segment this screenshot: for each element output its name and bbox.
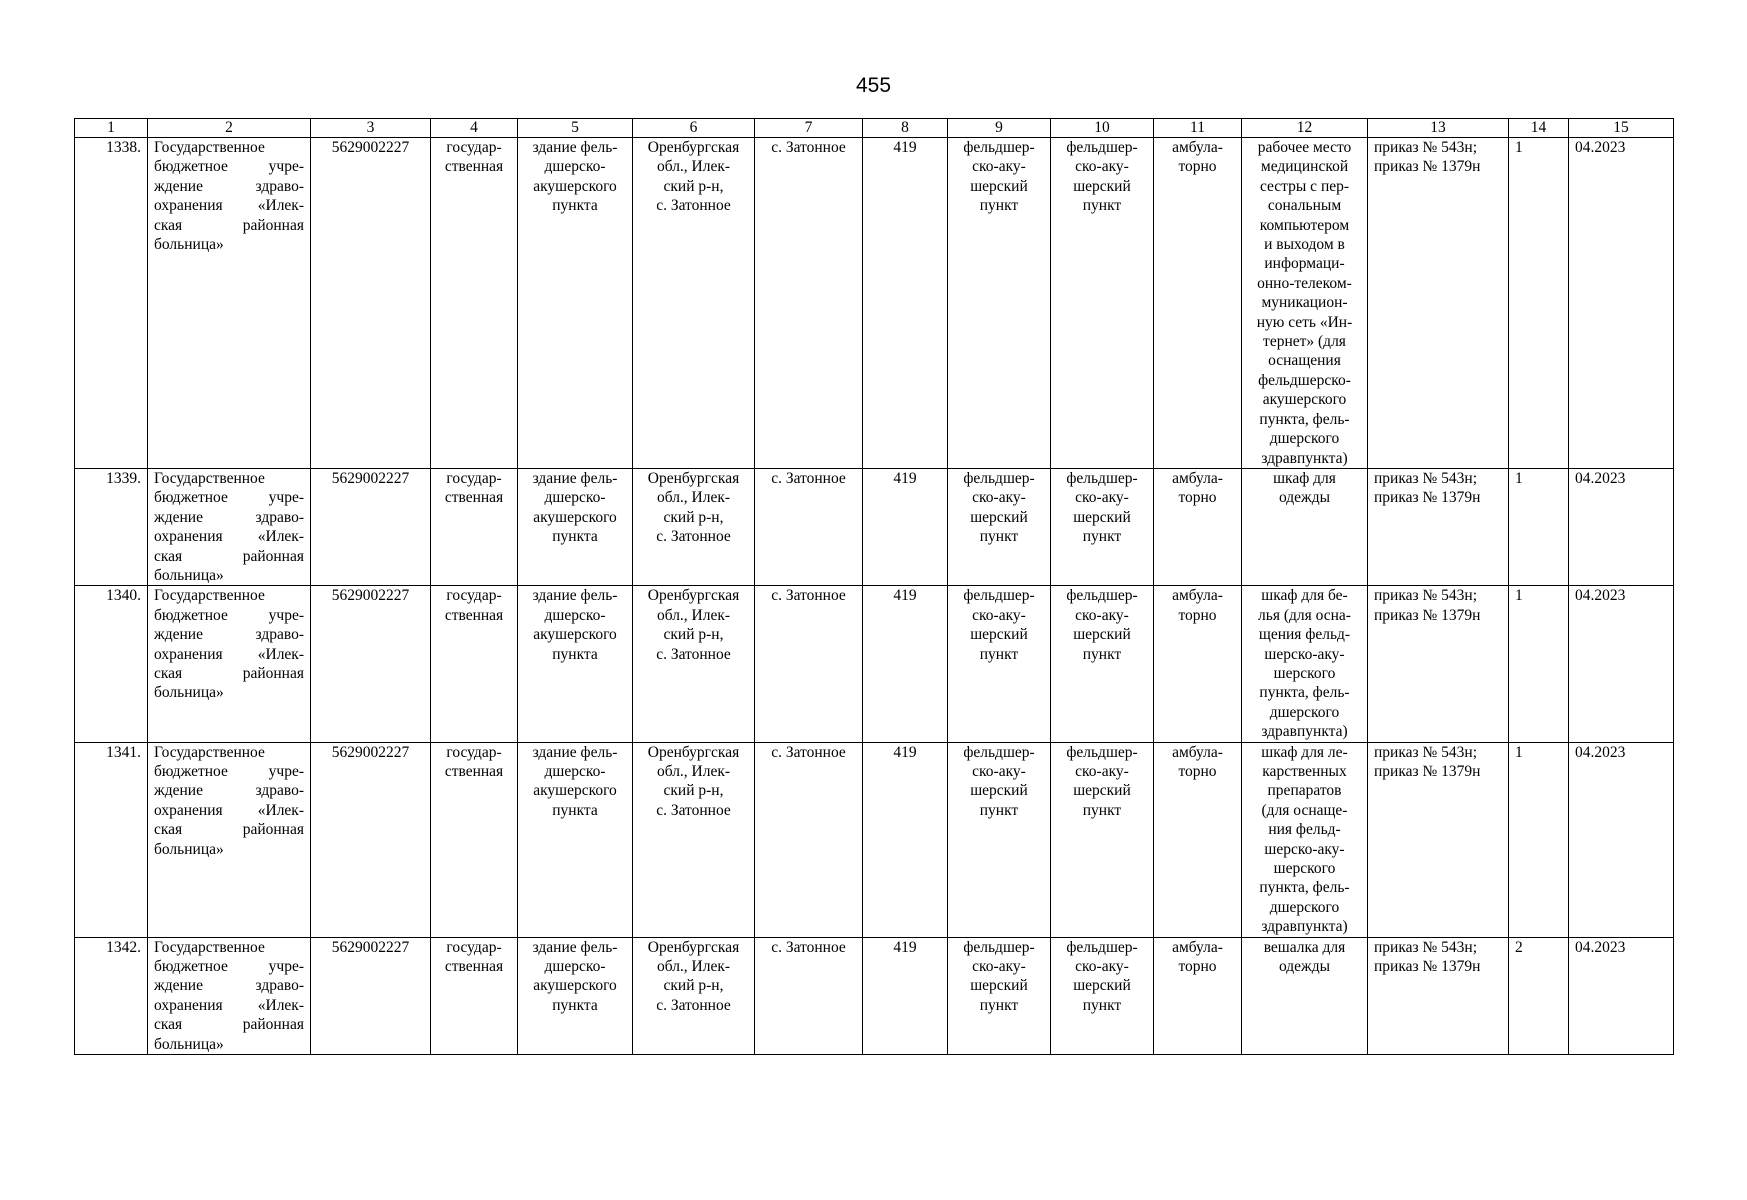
cell-line: приказ № 543н; (1374, 743, 1478, 761)
cell-line: лья (для осна- (1258, 606, 1351, 624)
cell-line: ственная (444, 489, 504, 507)
cell-line: пункт (979, 528, 1019, 546)
header-row (75, 119, 1674, 138)
cell-organization (148, 586, 311, 742)
cell-building (518, 937, 633, 1054)
cell-line: пункта (552, 197, 598, 215)
cell-line: оснащения (1268, 352, 1341, 370)
cell-line: пункта, фель- (1259, 684, 1350, 702)
cell-line: фельдшер- (1066, 743, 1138, 761)
cell-line: здравпункта) (1261, 449, 1348, 467)
cell-line: приказ № 543н; (1374, 938, 1478, 956)
cell-line: пункт (1082, 801, 1122, 819)
column-header: 12 (1242, 119, 1368, 138)
cell-line: с. Затонное (656, 801, 731, 819)
cell-order (1368, 586, 1509, 742)
cell-line: одежды (1278, 489, 1331, 507)
cell-quantity: 1 (1509, 468, 1569, 585)
cell-line: ско-аку- (972, 489, 1026, 507)
cell-inn: 5629002227 (311, 586, 431, 742)
cell-line: обл., Илек- (656, 489, 731, 507)
cell-population: 419 (863, 586, 948, 742)
cell-equipment (1242, 937, 1368, 1054)
cell-line: Оренбургская (647, 587, 740, 605)
cell-line: сональным (1267, 197, 1342, 215)
cell-line: сестры с пер- (1259, 177, 1350, 195)
cell-line: амбула- (1172, 587, 1223, 605)
cell-line: акушерского (533, 782, 617, 800)
cell-organization (148, 937, 311, 1054)
cell-order (1368, 138, 1509, 469)
cell-unit-type (948, 138, 1051, 469)
column-header: 10 (1051, 119, 1154, 138)
cell-line: медицинской (1260, 158, 1349, 176)
table-row (75, 742, 1674, 937)
cell-date: 04.2023 (1569, 742, 1674, 937)
cell-line: шерский (970, 977, 1028, 995)
table-body (75, 119, 1674, 1055)
cell-population: 419 (863, 138, 948, 469)
cell-unit-name (1051, 468, 1154, 585)
cell-line: приказ № 1379н (1374, 763, 1481, 780)
cell-line: пункта (552, 801, 598, 819)
cell-line: ственная (444, 606, 504, 624)
cell-line: здание фель- (532, 469, 618, 487)
cell-line: ская районная (154, 1016, 304, 1034)
cell-unit-type (948, 468, 1051, 585)
cell-building (518, 586, 633, 742)
cell-line: ждение здраво- (154, 977, 304, 995)
cell-population: 419 (863, 937, 948, 1054)
cell-line: охранения «Илек- (154, 996, 304, 1014)
cell-line: ская районная (154, 216, 304, 234)
cell-line: бюджетное учре- (154, 763, 304, 780)
cell-line: приказ № 1379н (1374, 606, 1481, 624)
cell-line: с. Затонное (656, 528, 731, 546)
cell-ownership (431, 468, 518, 585)
cell-unit-name (1051, 586, 1154, 742)
cell-line: дшерско- (544, 958, 606, 976)
cell-line: охранения «Илек- (154, 645, 304, 663)
cell-line: с. Затонное (656, 996, 731, 1014)
cell-line: акушерского (533, 626, 617, 644)
cell-line: ско-аку- (972, 158, 1026, 176)
cell-line: пункт (1082, 645, 1122, 663)
table-row (75, 468, 1674, 585)
cell-line: шерский (1073, 626, 1131, 644)
cell-line: дшерско- (544, 763, 606, 780)
cell-care-form (1154, 138, 1242, 469)
cell-line: акушерского (1262, 391, 1347, 409)
cell-equipment (1242, 138, 1368, 469)
cell-line: здание фель- (532, 587, 618, 605)
cell-line: шкаф для бе- (1261, 587, 1348, 605)
cell-line: пункт (1082, 197, 1122, 215)
cell-line: пункта (552, 996, 598, 1014)
cell-line: рабочее место (1257, 139, 1352, 156)
cell-line: вешалка для (1263, 938, 1346, 956)
cell-ownership (431, 586, 518, 742)
cell-number: 1342. (75, 937, 148, 1054)
column-header: 13 (1368, 119, 1509, 138)
cell-organization (148, 138, 311, 469)
cell-care-form (1154, 742, 1242, 937)
cell-line: акушерского (533, 508, 617, 526)
cell-line: торно (1178, 606, 1217, 624)
cell-organization (148, 742, 311, 937)
cell-line: и выходом в (1264, 236, 1345, 254)
cell-line: больница» (154, 684, 224, 702)
cell-line: ская районная (154, 821, 304, 839)
cell-line: ственная (444, 958, 504, 976)
cell-line: торно (1178, 158, 1217, 176)
cell-population: 419 (863, 468, 948, 585)
cell-line: шерский (1073, 977, 1131, 995)
cell-line: приказ № 543н; (1374, 139, 1478, 156)
cell-order (1368, 937, 1509, 1054)
table-row (75, 138, 1674, 469)
cell-locality: с. Затонное (755, 468, 863, 585)
cell-address (633, 586, 755, 742)
column-header: 4 (431, 119, 518, 138)
cell-line: шкаф для ле- (1261, 743, 1348, 761)
cell-line: Оренбургская (647, 743, 740, 761)
cell-line: ско-аку- (972, 606, 1026, 624)
page-number: 455 (855, 74, 892, 97)
cell-line: ская районная (154, 547, 304, 565)
cell-line: щения фельд- (1258, 626, 1351, 644)
cell-line: фельдшерско- (1258, 371, 1351, 389)
cell-address (633, 138, 755, 469)
cell-line: ждение здраво- (154, 626, 304, 644)
column-header: 15 (1569, 119, 1674, 138)
cell-line: обл., Илек- (656, 606, 731, 624)
cell-line: дшерского (1269, 703, 1340, 721)
cell-line: больница» (154, 1035, 224, 1053)
cell-line: торно (1178, 489, 1217, 507)
cell-unit-type (948, 742, 1051, 937)
cell-line: Государственное (154, 743, 265, 761)
cell-line: ско-аку- (972, 763, 1026, 780)
cell-line: амбула- (1172, 938, 1223, 956)
cell-building (518, 138, 633, 469)
cell-line: ско-аку- (1075, 763, 1129, 780)
cell-inn: 5629002227 (311, 468, 431, 585)
cell-line: здание фель- (532, 139, 618, 156)
cell-quantity: 1 (1509, 586, 1569, 742)
cell-population: 419 (863, 742, 948, 937)
cell-address (633, 742, 755, 937)
cell-line: ский р-н, (663, 508, 724, 526)
cell-line: ско-аку- (1075, 158, 1129, 176)
cell-locality: с. Затонное (755, 742, 863, 937)
cell-line: акушерского (533, 177, 617, 195)
cell-line: пункт (979, 996, 1019, 1014)
cell-line: акушерского (533, 977, 617, 995)
cell-line: государ- (446, 587, 502, 605)
cell-line: бюджетное учре- (154, 158, 304, 176)
column-header: 11 (1154, 119, 1242, 138)
cell-line: больница» (154, 840, 224, 858)
cell-line: дшерско- (544, 606, 606, 624)
cell-date: 04.2023 (1569, 138, 1674, 469)
cell-line: пункт (979, 801, 1019, 819)
cell-line: ско-аку- (972, 958, 1026, 976)
cell-line: здание фель- (532, 938, 618, 956)
cell-line: шерский (1073, 177, 1131, 195)
registry-table (74, 118, 1674, 1055)
cell-unit-type (948, 586, 1051, 742)
cell-line: шерский (1073, 508, 1131, 526)
cell-line: приказ № 1379н (1374, 158, 1481, 176)
cell-number: 1340. (75, 586, 148, 742)
cell-care-form (1154, 468, 1242, 585)
column-header: 9 (948, 119, 1051, 138)
cell-line: информаци- (1264, 255, 1345, 273)
cell-date: 04.2023 (1569, 937, 1674, 1054)
cell-line: приказ № 543н; (1374, 469, 1478, 487)
cell-line: пункта, фель- (1259, 410, 1350, 428)
cell-line: карственных (1262, 763, 1347, 780)
cell-line: пункта (552, 528, 598, 546)
cell-line: ждение здраво- (154, 782, 304, 800)
cell-locality: с. Затонное (755, 937, 863, 1054)
cell-line: Государственное (154, 938, 265, 956)
cell-ownership (431, 138, 518, 469)
cell-equipment (1242, 586, 1368, 742)
cell-line: государ- (446, 743, 502, 761)
cell-line: обл., Илек- (656, 158, 731, 176)
cell-line: государ- (446, 469, 502, 487)
cell-line: торно (1178, 763, 1217, 780)
cell-line: ственная (444, 763, 504, 780)
cell-line: фельдшер- (963, 139, 1035, 156)
table-row (75, 937, 1674, 1054)
cell-line: амбула- (1172, 139, 1223, 156)
cell-line: ждение здраво- (154, 508, 304, 526)
cell-line: ский р-н, (663, 977, 724, 995)
cell-locality: с. Затонное (755, 586, 863, 742)
cell-line: бюджетное учре- (154, 958, 304, 976)
cell-line: охранения «Илек- (154, 801, 304, 819)
cell-address (633, 937, 755, 1054)
cell-care-form (1154, 937, 1242, 1054)
cell-line: шерский (970, 782, 1028, 800)
cell-unit-name (1051, 937, 1154, 1054)
cell-line: дшерско- (544, 489, 606, 507)
cell-line: охранения «Илек- (154, 528, 304, 546)
cell-number: 1338. (75, 138, 148, 469)
cell-line: муникацион- (1261, 294, 1348, 312)
cell-line: фельдшер- (1066, 469, 1138, 487)
cell-ownership (431, 937, 518, 1054)
cell-line: шерского (1273, 664, 1336, 682)
cell-line: ско-аку- (1075, 489, 1129, 507)
cell-line: бюджетное учре- (154, 606, 304, 624)
cell-line: Оренбургская (647, 469, 740, 487)
cell-line: Оренбургская (647, 139, 740, 156)
cell-line: ский р-н, (663, 626, 724, 644)
cell-line: фельдшер- (963, 938, 1035, 956)
cell-quantity: 1 (1509, 138, 1569, 469)
cell-line: шерский (970, 626, 1028, 644)
column-header: 8 (863, 119, 948, 138)
cell-line: фельдшер- (963, 469, 1035, 487)
column-header: 1 (75, 119, 148, 138)
cell-order (1368, 468, 1509, 585)
cell-line: препаратов (1267, 782, 1342, 800)
column-header: 6 (633, 119, 755, 138)
cell-organization (148, 468, 311, 585)
cell-line: шерский (1073, 782, 1131, 800)
cell-line: бюджетное учре- (154, 489, 304, 507)
cell-line: пункта (552, 645, 598, 663)
column-header: 5 (518, 119, 633, 138)
cell-unit-name (1051, 742, 1154, 937)
cell-line: шерско-аку- (1264, 645, 1345, 663)
cell-line: компьютером (1259, 216, 1350, 234)
cell-line: Государственное (154, 587, 265, 605)
cell-line: ско-аку- (1075, 606, 1129, 624)
cell-building (518, 742, 633, 937)
cell-line: Государственное (154, 469, 265, 487)
cell-line: пункта, фель- (1259, 879, 1350, 897)
cell-line: Государственное (154, 139, 265, 156)
cell-locality: с. Затонное (755, 138, 863, 469)
cell-line: с. Затонное (656, 645, 731, 663)
cell-line: приказ № 1379н (1374, 489, 1481, 507)
cell-date: 04.2023 (1569, 468, 1674, 585)
cell-number: 1341. (75, 742, 148, 937)
cell-line: больница» (154, 566, 224, 584)
cell-building (518, 468, 633, 585)
cell-line: фельдшер- (1066, 139, 1138, 156)
column-header: 7 (755, 119, 863, 138)
cell-quantity: 2 (1509, 937, 1569, 1054)
cell-line: здравпункта) (1261, 723, 1348, 741)
cell-line: амбула- (1172, 743, 1223, 761)
cell-line: шерско-аку- (1264, 840, 1345, 858)
cell-line: ский р-н, (663, 177, 724, 195)
cell-order (1368, 742, 1509, 937)
cell-inn: 5629002227 (311, 937, 431, 1054)
cell-line: шерского (1273, 860, 1336, 878)
cell-line: государ- (446, 139, 502, 156)
cell-line: дшерского (1269, 430, 1340, 448)
cell-line: здравпункта) (1261, 918, 1348, 936)
cell-line: тернет» (для (1263, 333, 1346, 351)
cell-inn: 5629002227 (311, 742, 431, 937)
cell-equipment (1242, 468, 1368, 585)
cell-unit-type (948, 937, 1051, 1054)
cell-line: шкаф для (1273, 469, 1336, 487)
cell-line: ждение здраво- (154, 177, 304, 195)
cell-line: пункт (979, 645, 1019, 663)
column-header: 2 (148, 119, 311, 138)
cell-line: шерский (970, 177, 1028, 195)
cell-number: 1339. (75, 468, 148, 585)
cell-line: пункт (1082, 996, 1122, 1014)
cell-date: 04.2023 (1569, 586, 1674, 742)
table-row (75, 586, 1674, 742)
cell-line: государ- (446, 938, 502, 956)
cell-line: дшерского (1269, 898, 1340, 916)
cell-line: пункт (1082, 528, 1122, 546)
cell-equipment (1242, 742, 1368, 937)
column-header: 3 (311, 119, 431, 138)
cell-line: фельдшер- (963, 587, 1035, 605)
cell-line: пункт (979, 197, 1019, 215)
column-header: 14 (1509, 119, 1569, 138)
cell-line: приказ № 543н; (1374, 587, 1478, 605)
cell-line: одежды (1278, 958, 1331, 976)
cell-line: Оренбургская (647, 938, 740, 956)
cell-line: (для оснаще- (1261, 801, 1348, 819)
cell-line: здание фель- (532, 743, 618, 761)
cell-line: шерский (970, 508, 1028, 526)
cell-line: приказ № 1379н (1374, 958, 1481, 976)
cell-line: онно-телеком- (1257, 274, 1352, 292)
cell-line: торно (1178, 958, 1217, 976)
cell-care-form (1154, 586, 1242, 742)
cell-line: дшерско- (544, 158, 606, 176)
cell-line: ственная (444, 158, 504, 176)
cell-line: с. Затонное (656, 197, 731, 215)
cell-line: фельдшер- (963, 743, 1035, 761)
cell-line: больница» (154, 236, 224, 254)
cell-line: ская районная (154, 664, 304, 682)
cell-line: фельдшер- (1066, 587, 1138, 605)
cell-line: фельдшер- (1066, 938, 1138, 956)
cell-unit-name (1051, 138, 1154, 469)
cell-quantity: 1 (1509, 742, 1569, 937)
cell-address (633, 468, 755, 585)
cell-line: обл., Илек- (656, 958, 731, 976)
cell-line: амбула- (1172, 469, 1223, 487)
cell-ownership (431, 742, 518, 937)
cell-line: обл., Илек- (656, 763, 731, 780)
cell-line: охранения «Илек- (154, 197, 304, 215)
cell-line: ский р-н, (663, 782, 724, 800)
cell-line: ную сеть «Ин- (1256, 313, 1353, 331)
cell-line: ния фельд- (1268, 821, 1341, 839)
cell-inn: 5629002227 (311, 138, 431, 469)
cell-line: ско-аку- (1075, 958, 1129, 976)
